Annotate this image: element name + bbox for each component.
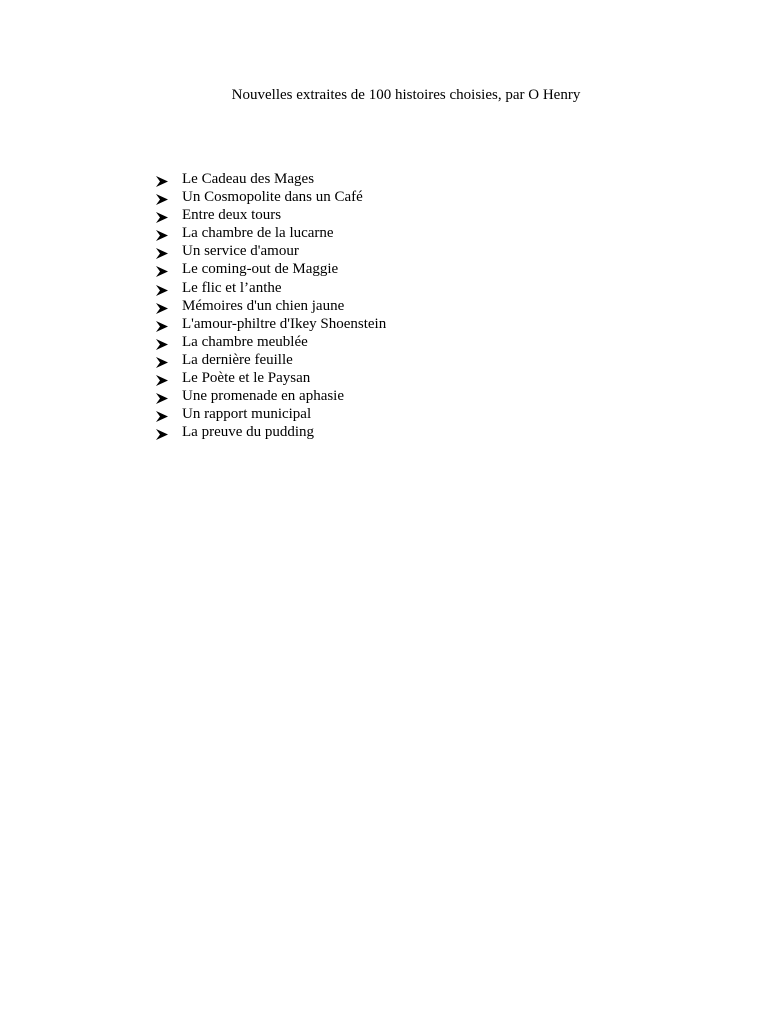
arrowhead-bullet-icon: [156, 246, 168, 257]
story-title: Un rapport municipal: [182, 406, 312, 423]
story-title: Le coming-out de Maggie: [182, 261, 339, 278]
story-title: Le Cadeau des Mages: [182, 171, 315, 187]
arrowhead-bullet-icon: [156, 337, 168, 348]
story-title: Le flic et l’anthe: [182, 279, 282, 296]
arrowhead-bullet-icon: [156, 283, 168, 294]
arrowhead-bullet-icon: [156, 264, 168, 275]
story-title: La chambre de la lucarne: [182, 225, 334, 242]
arrowhead-bullet-icon: [156, 174, 168, 185]
arrowhead-bullet-icon: [156, 373, 168, 384]
arrowhead-bullet-icon: [156, 192, 168, 203]
arrowhead-bullet-icon: [156, 409, 168, 420]
story-title: La chambre meublée: [182, 333, 308, 350]
story-title: Une promenade en aphasie: [182, 388, 345, 405]
document-title: Nouvelles extraites de 100 histoires choisies, par O Henry: [231, 87, 581, 103]
arrowhead-bullet-icon: [156, 319, 168, 330]
arrowhead-bullet-icon: [156, 210, 168, 221]
arrowhead-bullet-icon: [156, 427, 168, 438]
arrowhead-bullet-icon: [156, 228, 168, 239]
story-title: La preuve du pudding: [182, 424, 315, 441]
arrowhead-bullet-icon: [156, 391, 168, 402]
arrowhead-bullet-icon: [156, 301, 168, 312]
story-title: Un Cosmopolite dans un Café: [182, 189, 363, 206]
story-title: Un service d'amour: [182, 243, 299, 260]
story-title: La dernière feuille: [182, 351, 293, 368]
arrowhead-bullet-icon: [156, 355, 168, 366]
story-title: Mémoires d'un chien jaune: [182, 297, 345, 314]
story-title: Entre deux tours: [182, 207, 282, 224]
story-title: L'amour-philtre d'Ikey Shoenstein: [182, 315, 387, 332]
story-title: Le Poète et le Paysan: [182, 370, 311, 387]
